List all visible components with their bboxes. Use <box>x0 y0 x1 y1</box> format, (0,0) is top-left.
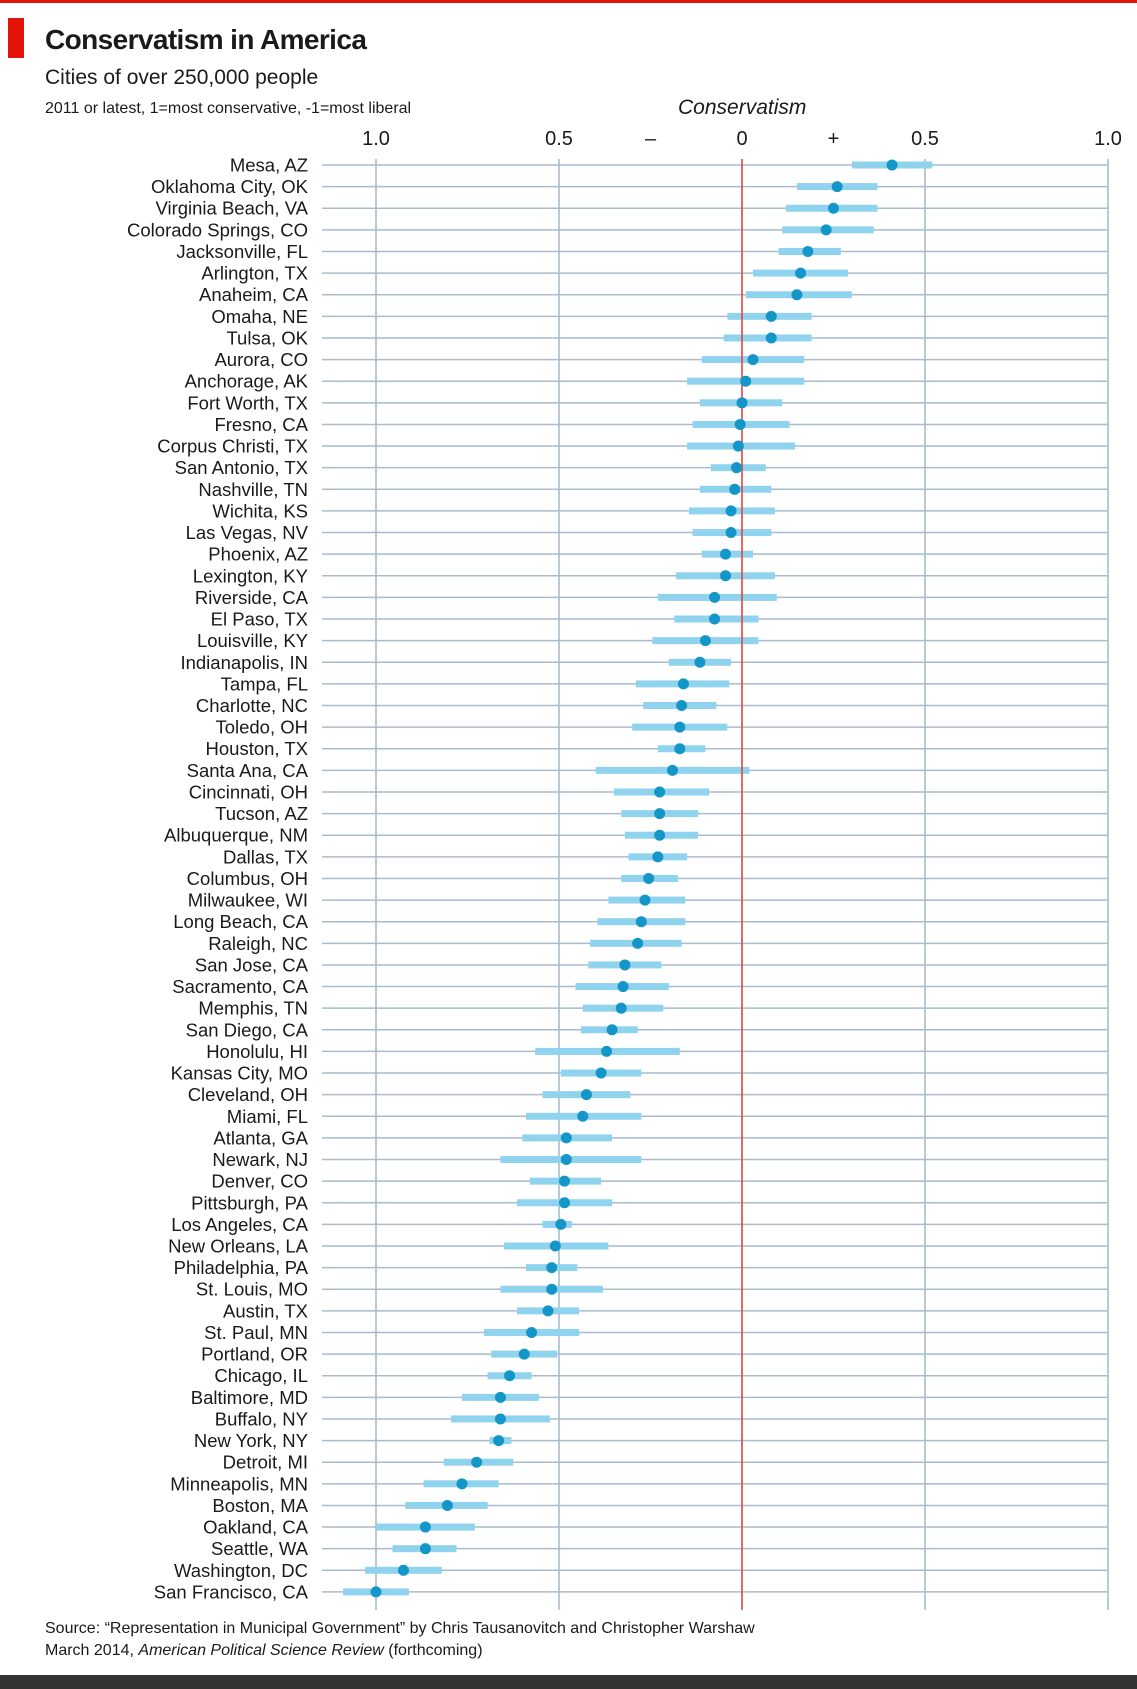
chart-subtitle: Cities of over 250,000 people <box>45 66 319 89</box>
estimate-dot <box>654 786 665 797</box>
estimate-dot <box>643 873 654 884</box>
city-label: Tampa, FL <box>220 673 308 695</box>
city-label: St. Louis, MO <box>195 1278 308 1300</box>
estimate-dot <box>737 397 748 408</box>
grid-layer <box>322 159 1108 1610</box>
estimate-dot <box>667 765 678 776</box>
city-label: Chicago, IL <box>214 1365 308 1387</box>
estimate-dot <box>495 1392 506 1403</box>
source-status: (forthcoming) <box>383 1642 483 1659</box>
city-label: Long Beach, CA <box>173 911 308 933</box>
city-label: Denver, CO <box>211 1170 308 1192</box>
estimate-dot <box>678 678 689 689</box>
estimate-dot <box>550 1241 561 1252</box>
x-tick-label: + <box>827 128 840 150</box>
chart-note: 2011 or latest, 1=most conservative, -1=most liberal <box>45 100 412 117</box>
estimate-dot <box>619 959 630 970</box>
city-label: Austin, TX <box>222 1300 308 1322</box>
city-label: San Antonio, TX <box>174 457 308 479</box>
estimate-dot <box>504 1370 515 1381</box>
estimate-dot <box>493 1435 504 1446</box>
estimate-dot <box>694 657 705 668</box>
city-label: Colorado Springs, CO <box>127 219 308 241</box>
estimate-dot <box>720 570 731 581</box>
estimate-dot <box>526 1327 537 1338</box>
city-label: Tucson, AZ <box>215 803 308 825</box>
city-label: Wichita, KS <box>212 500 308 522</box>
city-label: Mesa, AZ <box>229 154 308 176</box>
tick-layer <box>362 128 1122 150</box>
x-tick-label: 0 <box>736 128 748 150</box>
estimate-dot <box>720 549 731 560</box>
estimate-dot <box>581 1089 592 1100</box>
city-label: Indianapolis, IN <box>180 651 308 673</box>
city-label: Los Angeles, CA <box>171 1213 308 1235</box>
city-label: Miami, FL <box>226 1105 308 1127</box>
estimate-dot <box>398 1565 409 1576</box>
source-note <box>45 1618 755 1662</box>
estimate-dot <box>618 981 629 992</box>
estimate-dot <box>420 1543 431 1554</box>
city-label: Atlanta, GA <box>213 1127 308 1149</box>
estimate-dot <box>674 743 685 754</box>
city-label: Pittsburgh, PA <box>191 1192 308 1214</box>
city-label: El Paso, TX <box>210 608 308 630</box>
city-label: Washington, DC <box>173 1559 308 1581</box>
city-label: Detroit, MI <box>222 1451 308 1473</box>
city-label: St. Paul, MN <box>204 1321 308 1343</box>
estimate-dot <box>795 268 806 279</box>
x-axis-title: Conservatism <box>678 96 807 119</box>
city-label: Memphis, TN <box>198 997 308 1019</box>
city-label: Seattle, WA <box>211 1538 308 1560</box>
city-label: Kansas City, MO <box>170 1062 308 1084</box>
bottom-bar <box>0 1675 1137 1689</box>
estimate-dot <box>700 635 711 646</box>
estimate-dot <box>887 160 898 171</box>
estimate-dot <box>731 462 742 473</box>
city-label: San Diego, CA <box>185 1019 308 1041</box>
city-label: Anaheim, CA <box>199 284 308 306</box>
city-label: Milwaukee, WI <box>187 889 308 911</box>
estimate-dot <box>561 1154 572 1165</box>
city-label: Raleigh, NC <box>208 932 308 954</box>
estimate-dot <box>726 505 737 516</box>
estimate-dot <box>559 1176 570 1187</box>
x-tick-label: 0.5 <box>545 128 573 150</box>
city-label: Aurora, CO <box>214 349 308 371</box>
estimate-dot <box>802 246 813 257</box>
estimate-dot <box>733 441 744 452</box>
estimate-dot <box>636 916 647 927</box>
city-label: Oakland, CA <box>203 1516 308 1538</box>
estimate-dot <box>546 1262 557 1273</box>
city-label: Philadelphia, PA <box>173 1257 308 1279</box>
city-label: Arlington, TX <box>201 262 308 284</box>
estimate-dot <box>555 1219 566 1230</box>
estimate-dot <box>607 1024 618 1035</box>
estimate-dot <box>371 1586 382 1597</box>
city-label: Fresno, CA <box>214 413 308 435</box>
source-citation: Source: “Representation in Municipal Government” by Chris Tausanovitch and Christopher Warshaw <box>45 1620 755 1637</box>
city-label: Riverside, CA <box>194 586 308 608</box>
x-tick-label: 1.0 <box>362 128 390 150</box>
estimate-dot <box>676 700 687 711</box>
estimate-dot <box>519 1349 530 1360</box>
city-label: Dallas, TX <box>223 846 308 868</box>
estimate-dot <box>471 1457 482 1468</box>
source-journal: American Political Science Review <box>138 1642 384 1659</box>
estimate-dot <box>632 938 643 949</box>
estimate-dot <box>735 419 746 430</box>
city-label: Jacksonville, FL <box>176 240 308 262</box>
city-label: Anchorage, AK <box>184 370 308 392</box>
estimate-dot <box>747 354 758 365</box>
estimate-dot <box>652 851 663 862</box>
estimate-dot <box>654 830 665 841</box>
estimate-dot <box>616 1003 627 1014</box>
city-label: Las Vegas, NV <box>185 522 308 544</box>
estimate-dot <box>726 527 737 538</box>
city-label: Minneapolis, MN <box>170 1473 308 1495</box>
city-label: New Orleans, LA <box>168 1235 308 1257</box>
estimate-dot <box>546 1284 557 1295</box>
row-layer <box>127 155 932 1610</box>
estimate-dot <box>766 332 777 343</box>
estimate-dot <box>495 1413 506 1424</box>
city-label: Nashville, TN <box>198 478 308 500</box>
estimate-dot <box>543 1305 554 1316</box>
city-label: Baltimore, MD <box>190 1386 308 1408</box>
city-label: San Francisco, CA <box>153 1581 308 1603</box>
estimate-dot <box>709 614 720 625</box>
city-label: Fort Worth, TX <box>187 392 308 414</box>
estimate-dot <box>674 722 685 733</box>
city-label: Buffalo, NY <box>214 1408 308 1430</box>
estimate-dot <box>601 1046 612 1057</box>
x-tick-label: – <box>644 128 657 150</box>
city-label: Lexington, KY <box>192 565 308 587</box>
source-date: March 2014, <box>45 1642 139 1659</box>
estimate-dot <box>729 484 740 495</box>
chart-title: Conservatism in America <box>45 24 367 55</box>
estimate-dot <box>821 224 832 235</box>
estimate-dot <box>640 895 651 906</box>
city-label: Corpus Christi, TX <box>157 435 308 457</box>
city-label: Honolulu, HI <box>206 1040 308 1062</box>
estimate-dot <box>832 181 843 192</box>
city-label: Portland, OR <box>201 1343 308 1365</box>
city-label: Omaha, NE <box>211 305 308 327</box>
estimate-dot <box>442 1500 453 1511</box>
city-label: Boston, MA <box>212 1494 308 1516</box>
estimate-dot <box>596 1068 607 1079</box>
city-label: Virginia Beach, VA <box>155 197 308 219</box>
x-tick-label: 1.0 <box>1094 128 1122 150</box>
city-label: Newark, NJ <box>212 1149 308 1171</box>
city-label: Charlotte, NC <box>195 695 308 716</box>
city-label: Houston, TX <box>205 738 308 760</box>
city-label: Albuquerque, NM <box>164 824 308 846</box>
estimate-dot <box>654 808 665 819</box>
city-label: Sacramento, CA <box>172 976 308 998</box>
city-label: Columbus, OH <box>186 867 308 889</box>
estimate-dot <box>559 1197 570 1208</box>
city-label: Phoenix, AZ <box>208 543 308 565</box>
city-label: Cincinnati, OH <box>188 781 308 803</box>
city-label: Cleveland, OH <box>187 1084 308 1106</box>
estimate-dot <box>457 1478 468 1489</box>
city-label: Santa Ana, CA <box>186 759 308 781</box>
source-publication <box>45 1640 755 1662</box>
x-tick-label: 0.5 <box>911 128 939 150</box>
city-label: Toledo, OH <box>215 716 308 738</box>
estimate-dot <box>420 1522 431 1533</box>
estimate-dot <box>766 311 777 322</box>
estimate-dot <box>828 203 839 214</box>
city-label: Louisville, KY <box>196 630 308 652</box>
estimate-dot <box>740 376 751 387</box>
city-label: San Jose, CA <box>194 954 308 976</box>
estimate-dot <box>561 1132 572 1143</box>
city-label: New York, NY <box>193 1430 308 1452</box>
estimate-dot <box>791 289 802 300</box>
estimate-dot <box>709 592 720 603</box>
city-label: Oklahoma City, OK <box>151 176 308 198</box>
estimate-dot <box>577 1111 588 1122</box>
city-label: Tulsa, OK <box>226 327 308 349</box>
